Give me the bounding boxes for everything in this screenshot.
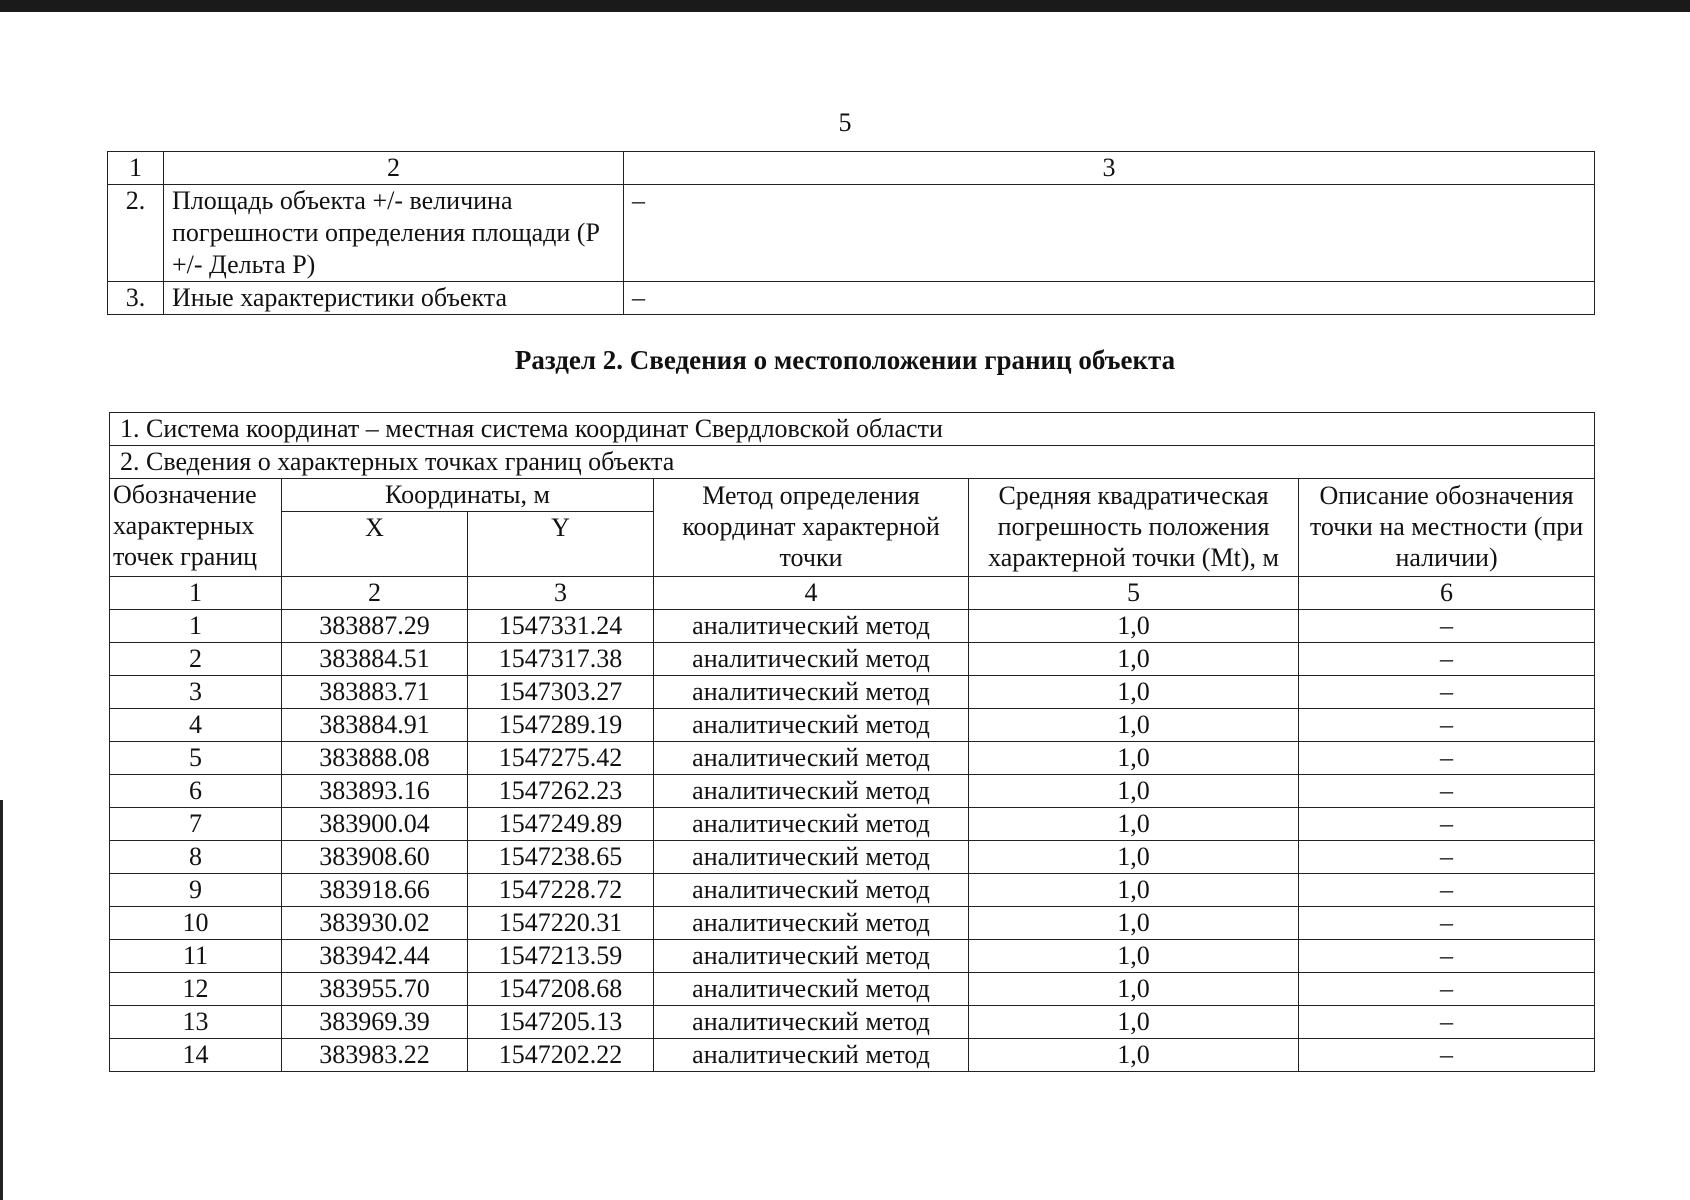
- description-cell: –: [1299, 1039, 1595, 1072]
- column-number: 4: [654, 577, 969, 610]
- page-number: 5: [838, 108, 852, 137]
- table-row: [110, 742, 1595, 775]
- column-number: 1: [110, 577, 282, 610]
- table-row: [110, 808, 1595, 841]
- points-info-text: 2. Сведения о характерных точках границ объекта: [110, 446, 1595, 479]
- error-cell: 1,0: [969, 1006, 1299, 1039]
- table1-header-cell: 1: [108, 152, 164, 185]
- description-cell: –: [1299, 1006, 1595, 1039]
- error-cell: 1,0: [969, 874, 1299, 907]
- method-cell: аналитический метод: [654, 808, 969, 841]
- section-title: Раздел 2. Сведения о местоположении границ объекта: [514, 345, 1176, 375]
- method-cell: аналитический метод: [654, 973, 969, 1006]
- table-row: [110, 1006, 1595, 1039]
- column-number: 5: [969, 577, 1299, 610]
- coordinate-system-text: 1. Система координат – местная система координат Свердловской области: [110, 413, 1595, 446]
- table-row: [110, 973, 1595, 1006]
- description-cell: –: [1299, 775, 1595, 808]
- point-number-cell: 8: [110, 841, 282, 874]
- table1-header-cell: 3: [624, 152, 1595, 185]
- table1-row-name: Иные характеристики объекта: [164, 282, 624, 315]
- table1-header-cell: 2: [164, 152, 624, 185]
- error-cell: 1,0: [969, 808, 1299, 841]
- table-row: [110, 841, 1595, 874]
- method-cell: аналитический метод: [654, 610, 969, 643]
- x-coordinate-cell: 383893.16: [282, 775, 468, 808]
- y-coordinate-cell: 1547228.72: [468, 874, 654, 907]
- y-coordinate-cell: 1547289.19: [468, 709, 654, 742]
- error-cell: 1,0: [969, 973, 1299, 1006]
- y-coordinate-cell: 1547331.24: [468, 610, 654, 643]
- x-coordinate-cell: 383887.29: [282, 610, 468, 643]
- y-coordinate-cell: 1547205.13: [468, 1006, 654, 1039]
- x-coordinate-cell: 383983.22: [282, 1039, 468, 1072]
- x-coordinate-cell: 383955.70: [282, 973, 468, 1006]
- method-cell: аналитический метод: [654, 643, 969, 676]
- point-number-cell: 14: [110, 1039, 282, 1072]
- method-cell: аналитический метод: [654, 874, 969, 907]
- table-row: [110, 775, 1595, 808]
- description-cell: –: [1299, 676, 1595, 709]
- point-number-cell: 3: [110, 676, 282, 709]
- table1-row-value: –: [624, 185, 1595, 282]
- table-row: [110, 1039, 1595, 1072]
- table2-header-row: [110, 479, 1595, 512]
- x-coordinate-cell: 383918.66: [282, 874, 468, 907]
- table1-row-number: 2.: [108, 185, 164, 282]
- top-border-line: [0, 0, 1690, 12]
- description-cell: –: [1299, 643, 1595, 676]
- table-row: [110, 940, 1595, 973]
- table-row: [110, 643, 1595, 676]
- error-cell: 1,0: [969, 709, 1299, 742]
- x-coordinate-cell: 383884.91: [282, 709, 468, 742]
- point-number-cell: 12: [110, 973, 282, 1006]
- points-info-row: [110, 446, 1595, 479]
- x-coordinate-cell: 383942.44: [282, 940, 468, 973]
- error-cell: 1,0: [969, 907, 1299, 940]
- point-number-cell: 11: [110, 940, 282, 973]
- y-coordinate-cell: 1547220.31: [468, 907, 654, 940]
- description-cell: –: [1299, 610, 1595, 643]
- coordinates-header: Координаты, м: [282, 479, 654, 512]
- method-cell: аналитический метод: [654, 940, 969, 973]
- column-number: 2: [282, 577, 468, 610]
- left-margin-line: [0, 800, 3, 1200]
- table1-row: [108, 185, 1595, 282]
- method-cell: аналитический метод: [654, 742, 969, 775]
- description-cell: –: [1299, 907, 1595, 940]
- x-coordinate-cell: 383883.71: [282, 676, 468, 709]
- error-cell: 1,0: [969, 676, 1299, 709]
- y-coordinate-cell: 1547262.23: [468, 775, 654, 808]
- method-cell: аналитический метод: [654, 1039, 969, 1072]
- point-number-cell: 6: [110, 775, 282, 808]
- table1-row-number: 3.: [108, 282, 164, 315]
- y-coordinate-cell: 1547238.65: [468, 841, 654, 874]
- description-cell: –: [1299, 709, 1595, 742]
- points-body: [110, 610, 1595, 1072]
- error-cell: 1,0: [969, 643, 1299, 676]
- x-coordinate-cell: 383900.04: [282, 808, 468, 841]
- point-number-cell: 1: [110, 610, 282, 643]
- boundary-points-table: [109, 412, 1595, 1072]
- point-number-cell: 10: [110, 907, 282, 940]
- description-cell: –: [1299, 742, 1595, 775]
- column-numbers-row: [110, 577, 1595, 610]
- error-cell: 1,0: [969, 940, 1299, 973]
- description-cell: –: [1299, 841, 1595, 874]
- method-cell: аналитический метод: [654, 1006, 969, 1039]
- y-coordinate-cell: 1547202.22: [468, 1039, 654, 1072]
- table1-row: [108, 282, 1595, 315]
- error-cell: 1,0: [969, 775, 1299, 808]
- method-header: Метод определения координат характерной точки: [654, 479, 969, 577]
- y-coordinate-cell: 1547317.38: [468, 643, 654, 676]
- y-coordinate-cell: 1547275.42: [468, 742, 654, 775]
- object-characteristics-table: [107, 151, 1595, 315]
- description-cell: –: [1299, 808, 1595, 841]
- error-cell: 1,0: [969, 841, 1299, 874]
- table-row: [110, 907, 1595, 940]
- table-row: [110, 676, 1595, 709]
- point-number-cell: 5: [110, 742, 282, 775]
- error-header: Средняя квадратическая погрешность положения характерной точки (Mt), м: [969, 479, 1299, 577]
- x-coordinate-cell: 383930.02: [282, 907, 468, 940]
- y-coordinate-cell: 1547249.89: [468, 808, 654, 841]
- description-cell: –: [1299, 874, 1595, 907]
- description-cell: –: [1299, 973, 1595, 1006]
- column-number: 3: [468, 577, 654, 610]
- y-coordinate-cell: 1547208.68: [468, 973, 654, 1006]
- y-coordinate-cell: 1547303.27: [468, 676, 654, 709]
- table1-row-value: –: [624, 282, 1595, 315]
- x-coordinate-cell: 383884.51: [282, 643, 468, 676]
- method-cell: аналитический метод: [654, 907, 969, 940]
- table-row: [110, 610, 1595, 643]
- x-header: X: [282, 512, 468, 577]
- description-header: Описание обозначения точки на местности (при наличии): [1299, 479, 1595, 577]
- designation-header: Обозначение характерных точек границ: [110, 479, 282, 577]
- point-number-cell: 4: [110, 709, 282, 742]
- x-coordinate-cell: 383969.39: [282, 1006, 468, 1039]
- table1-row-name: Площадь объекта +/- величина погрешности определения площади (P +/- Дельта P): [164, 185, 624, 282]
- method-cell: аналитический метод: [654, 709, 969, 742]
- table-row: [110, 874, 1595, 907]
- method-cell: аналитический метод: [654, 775, 969, 808]
- error-cell: 1,0: [969, 1039, 1299, 1072]
- method-cell: аналитический метод: [654, 676, 969, 709]
- description-cell: –: [1299, 940, 1595, 973]
- point-number-cell: 13: [110, 1006, 282, 1039]
- point-number-cell: 7: [110, 808, 282, 841]
- x-coordinate-cell: 383888.08: [282, 742, 468, 775]
- y-coordinate-cell: 1547213.59: [468, 940, 654, 973]
- point-number-cell: 9: [110, 874, 282, 907]
- error-cell: 1,0: [969, 610, 1299, 643]
- error-cell: 1,0: [969, 742, 1299, 775]
- y-header: Y: [468, 512, 654, 577]
- method-cell: аналитический метод: [654, 841, 969, 874]
- x-coordinate-cell: 383908.60: [282, 841, 468, 874]
- table1-header-row: [108, 152, 1595, 185]
- table-row: [110, 709, 1595, 742]
- point-number-cell: 2: [110, 643, 282, 676]
- coordinate-system-row: [110, 413, 1595, 446]
- column-number: 6: [1299, 577, 1595, 610]
